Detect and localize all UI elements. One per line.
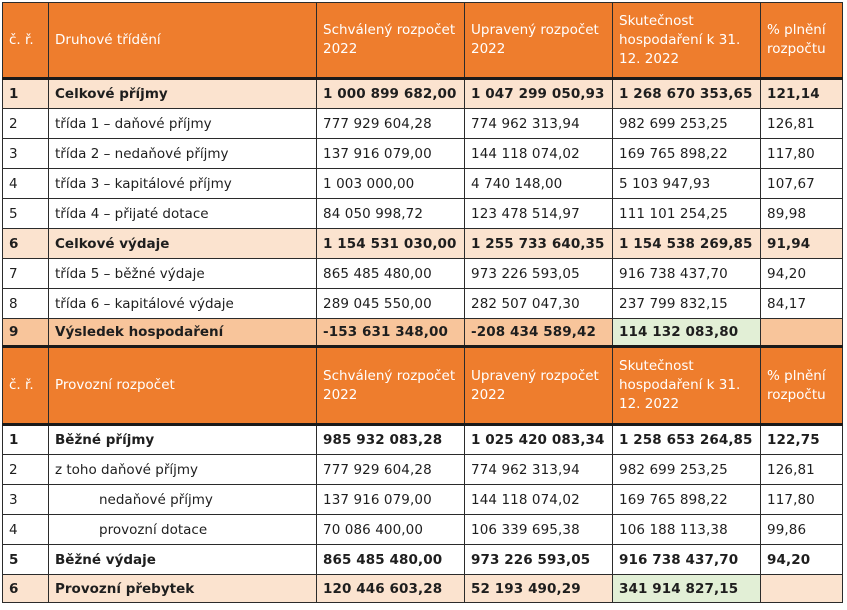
header-fulfillment-pct: % plnění rozpočtu <box>761 347 843 425</box>
actual-value: 5 103 947,93 <box>613 169 761 199</box>
approved-value: 777 929 604,28 <box>317 455 465 485</box>
row-label: Výsledek hospodaření <box>49 319 317 347</box>
row-number: 9 <box>3 319 49 347</box>
table-row <box>3 109 843 139</box>
approved-value: 137 916 079,00 <box>317 485 465 515</box>
approved-value: 70 086 400,00 <box>317 515 465 545</box>
table-header-row <box>3 3 843 79</box>
result-row <box>3 575 843 603</box>
row-label: provozní dotace <box>49 515 317 545</box>
row-number: 4 <box>3 169 49 199</box>
actual-value: 114 132 083,80 <box>613 319 761 347</box>
row-label: Provozní přebytek <box>49 575 317 603</box>
pct-value: 117,80 <box>761 485 843 515</box>
pct-value: 84,17 <box>761 289 843 319</box>
actual-value: 982 699 253,25 <box>613 109 761 139</box>
actual-value: 341 914 827,15 <box>613 575 761 603</box>
actual-value: 111 101 254,25 <box>613 199 761 229</box>
adjusted-value: 282 507 047,30 <box>465 289 613 319</box>
table-row <box>3 425 843 455</box>
actual-value: 1 154 538 269,85 <box>613 229 761 259</box>
row-number: 3 <box>3 485 49 515</box>
actual-value: 106 188 113,38 <box>613 515 761 545</box>
table-row <box>3 289 843 319</box>
table-row <box>3 455 843 485</box>
row-number: 8 <box>3 289 49 319</box>
table-row <box>3 515 843 545</box>
table-row <box>3 139 843 169</box>
actual-value: 916 738 437,70 <box>613 545 761 575</box>
header-actual-result: Skutečnost hospodaření k 31. 12. 2022 <box>613 3 761 79</box>
pct-value: 94,20 <box>761 545 843 575</box>
adjusted-value: 52 193 490,29 <box>465 575 613 603</box>
table-row <box>3 259 843 289</box>
table-row <box>3 199 843 229</box>
result-row <box>3 319 843 347</box>
row-label: třída 3 – kapitálové příjmy <box>49 169 317 199</box>
row-number: 2 <box>3 455 49 485</box>
adjusted-value: -208 434 589,42 <box>465 319 613 347</box>
pct-value: 89,98 <box>761 199 843 229</box>
row-number: 1 <box>3 425 49 455</box>
adjusted-value: 774 962 313,94 <box>465 109 613 139</box>
row-number: 5 <box>3 199 49 229</box>
approved-value: 1 000 899 682,00 <box>317 79 465 109</box>
pct-value: 117,80 <box>761 139 843 169</box>
adjusted-value: 973 226 593,05 <box>465 259 613 289</box>
approved-value: -153 631 348,00 <box>317 319 465 347</box>
pct-value <box>761 575 843 603</box>
pct-value: 107,67 <box>761 169 843 199</box>
approved-value: 289 045 550,00 <box>317 289 465 319</box>
row-label: třída 6 – kapitálové výdaje <box>49 289 317 319</box>
pct-value: 122,75 <box>761 425 843 455</box>
actual-value: 169 765 898,22 <box>613 485 761 515</box>
row-label: třída 1 – daňové příjmy <box>49 109 317 139</box>
actual-value: 1 268 670 353,65 <box>613 79 761 109</box>
pct-value <box>761 319 843 347</box>
pct-value: 121,14 <box>761 79 843 109</box>
row-label: z toho daňové příjmy <box>49 455 317 485</box>
adjusted-value: 774 962 313,94 <box>465 455 613 485</box>
adjusted-value: 973 226 593,05 <box>465 545 613 575</box>
adjusted-value: 1 047 299 050,93 <box>465 79 613 109</box>
header-adjusted-budget: Upravený rozpočet 2022 <box>465 347 613 425</box>
approved-value: 84 050 998,72 <box>317 199 465 229</box>
budget-table <box>2 2 843 603</box>
approved-value: 777 929 604,28 <box>317 109 465 139</box>
header-adjusted-budget: Upravený rozpočet 2022 <box>465 3 613 79</box>
row-label: Běžné příjmy <box>49 425 317 455</box>
adjusted-value: 123 478 514,97 <box>465 199 613 229</box>
header-classification: Provozní rozpočet <box>49 347 317 425</box>
header-classification: Druhové třídění <box>49 3 317 79</box>
row-label: třída 5 – běžné výdaje <box>49 259 317 289</box>
approved-value: 865 485 480,00 <box>317 259 465 289</box>
pct-value: 99,86 <box>761 515 843 545</box>
header-approved-budget: Schválený rozpočet 2022 <box>317 3 465 79</box>
header-row-number: č. ř. <box>3 347 49 425</box>
row-label: Celkové výdaje <box>49 229 317 259</box>
pct-value: 94,20 <box>761 259 843 289</box>
pct-value: 91,94 <box>761 229 843 259</box>
table-row <box>3 79 843 109</box>
adjusted-value: 1 025 420 083,34 <box>465 425 613 455</box>
adjusted-value: 144 118 074,02 <box>465 485 613 515</box>
row-number: 5 <box>3 545 49 575</box>
actual-value: 237 799 832,15 <box>613 289 761 319</box>
row-number: 7 <box>3 259 49 289</box>
adjusted-value: 144 118 074,02 <box>465 139 613 169</box>
approved-value: 1 154 531 030,00 <box>317 229 465 259</box>
actual-value: 982 699 253,25 <box>613 455 761 485</box>
table-row <box>3 229 843 259</box>
row-label: třída 4 – přijaté dotace <box>49 199 317 229</box>
header-actual-result: Skutečnost hospodaření k 31. 12. 2022 <box>613 347 761 425</box>
actual-value: 169 765 898,22 <box>613 139 761 169</box>
row-number: 3 <box>3 139 49 169</box>
table-row <box>3 169 843 199</box>
approved-value: 985 932 083,28 <box>317 425 465 455</box>
actual-value: 1 258 653 264,85 <box>613 425 761 455</box>
header-row-number: č. ř. <box>3 3 49 79</box>
row-number: 4 <box>3 515 49 545</box>
approved-value: 120 446 603,28 <box>317 575 465 603</box>
approved-value: 137 916 079,00 <box>317 139 465 169</box>
approved-value: 865 485 480,00 <box>317 545 465 575</box>
pct-value: 126,81 <box>761 455 843 485</box>
row-label: Běžné výdaje <box>49 545 317 575</box>
row-number: 6 <box>3 229 49 259</box>
row-label: nedaňové příjmy <box>49 485 317 515</box>
table-row <box>3 485 843 515</box>
adjusted-value: 106 339 695,38 <box>465 515 613 545</box>
row-number: 1 <box>3 79 49 109</box>
actual-value: 916 738 437,70 <box>613 259 761 289</box>
adjusted-value: 1 255 733 640,35 <box>465 229 613 259</box>
approved-value: 1 003 000,00 <box>317 169 465 199</box>
row-label: Celkové příjmy <box>49 79 317 109</box>
row-number: 6 <box>3 575 49 603</box>
header-fulfillment-pct: % plnění rozpočtu <box>761 3 843 79</box>
pct-value: 126,81 <box>761 109 843 139</box>
header-approved-budget: Schválený rozpočet 2022 <box>317 347 465 425</box>
row-label: třída 2 – nedaňové příjmy <box>49 139 317 169</box>
row-number: 2 <box>3 109 49 139</box>
table-row <box>3 545 843 575</box>
table-header-row <box>3 347 843 425</box>
adjusted-value: 4 740 148,00 <box>465 169 613 199</box>
